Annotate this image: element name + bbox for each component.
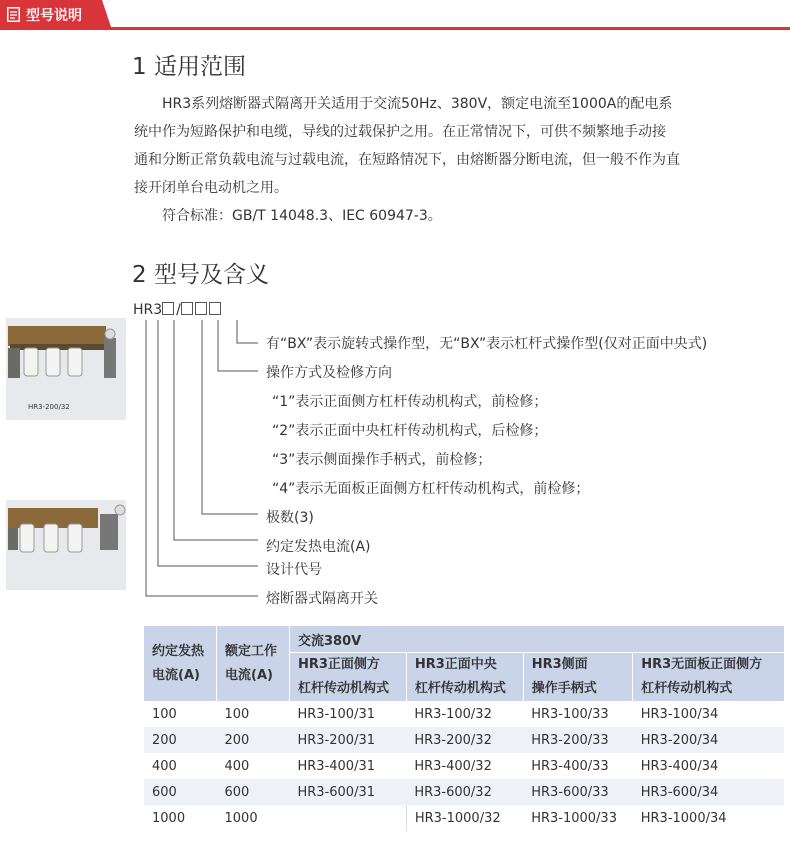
table-cell: HR3-1000/33 <box>523 805 633 831</box>
section2-heading: 2 型号及含义 <box>132 262 269 288</box>
header-text: HR3无面板正面侧方 <box>641 657 763 672</box>
model-code <box>133 302 223 318</box>
model-table <box>144 626 784 831</box>
table-cell: 1000 <box>144 805 217 831</box>
table-cell: HR3-1000/32 <box>406 805 523 831</box>
table-cell <box>290 805 407 831</box>
table-cell: 100 <box>144 701 217 727</box>
table-cell: 600 <box>144 779 217 805</box>
table-cell: 400 <box>144 753 217 779</box>
table-row <box>144 805 784 831</box>
code-sep: / <box>176 302 181 318</box>
legend-operation: 操作方式及检修方向 <box>266 365 392 381</box>
legend-type: 熔断器式隔离开关 <box>266 591 378 607</box>
header-text: 约定发热 <box>152 643 205 659</box>
standard-line: 符合标准：GB/T 14048.3、IEC 60947-3。 <box>162 208 442 224</box>
table-cell: 600 <box>217 779 290 805</box>
subheader-cell <box>406 653 523 702</box>
table-cell: HR3-600/32 <box>406 779 523 805</box>
legend-op2: “2”表示正面中央杠杆传动机构式，后检修； <box>272 423 548 439</box>
para-line: 通和分断正常负载电流与过载电流，在短路情况下，由熔断器分断电流，但一般不作为直 <box>134 152 680 168</box>
table-cell: HR3-600/31 <box>290 779 407 805</box>
header-text: 杠杆传动机构式 <box>414 681 506 696</box>
table-cell: 200 <box>144 727 217 753</box>
subheader-cell <box>523 653 633 702</box>
code-prefix: HR3 <box>133 302 163 318</box>
header-text: 电流(A) <box>225 667 273 683</box>
code-box <box>162 302 174 315</box>
table-cell: HR3-600/34 <box>633 779 784 805</box>
legend-bx: 有“BX”表示旋转式操作型，无“BX”表示杠杆式操作型(仅对正面中央式) <box>266 336 708 352</box>
document-icon <box>7 7 20 22</box>
table-cell: HR3-100/32 <box>406 701 523 727</box>
table-cell: HR3-400/33 <box>523 753 633 779</box>
photo-caption: HR3-200/32 <box>28 403 70 411</box>
table-cell: HR3-200/31 <box>290 727 407 753</box>
table-cell: HR3-100/34 <box>633 701 784 727</box>
table-cell: HR3-200/33 <box>523 727 633 753</box>
code-box <box>181 302 193 315</box>
table-header-row <box>144 626 784 653</box>
table-row <box>144 727 784 753</box>
table-cell: HR3-100/31 <box>290 701 407 727</box>
header-cell <box>144 626 217 701</box>
code-box <box>209 302 221 315</box>
legend-current: 约定发热电流(A) <box>266 539 371 555</box>
para-line: 统中作为短路保护和电缆，导线的过载保护之用。在正常情况下，可供不频繁地手动接 <box>134 124 666 140</box>
legend-op1: “1”表示正面侧方杠杆传动机构式，前检修； <box>272 394 548 410</box>
para-line: 接开闭单台电动机之用。 <box>134 180 288 196</box>
section1-body <box>134 90 784 230</box>
table-cell: 200 <box>217 727 290 753</box>
table-cell: 400 <box>217 753 290 779</box>
header-text: 操作手柄式 <box>531 681 597 696</box>
table-cell: HR3-100/33 <box>523 701 633 727</box>
table-cell: 100 <box>217 701 290 727</box>
header-cell <box>217 626 290 701</box>
subheader-cell <box>290 653 407 702</box>
table-cell: HR3-400/32 <box>406 753 523 779</box>
header-text: 杠杆传动机构式 <box>641 681 733 696</box>
para-line: HR3系列熔断器式隔离开关适用于交流50Hz、380V，额定电流至1000A的配电系 <box>162 96 673 112</box>
legend-poles: 极数(3) <box>266 510 314 526</box>
header-text: 杠杆传动机构式 <box>298 681 390 696</box>
table-cell: HR3-400/34 <box>633 753 784 779</box>
header-text: HR3侧面 <box>531 657 588 672</box>
table-cell: 1000 <box>217 805 290 831</box>
table-cell: HR3-200/32 <box>406 727 523 753</box>
header-text: 额定工作 <box>225 643 278 659</box>
header-group: 交流380V <box>290 626 785 653</box>
table-row <box>144 779 784 805</box>
subheader-cell <box>633 653 784 702</box>
table-cell: HR3-600/33 <box>523 779 633 805</box>
table-cell: HR3-1000/34 <box>633 805 784 831</box>
banner-underline <box>0 27 790 30</box>
section1-heading: 1 适用范围 <box>132 54 246 80</box>
legend-op4: “4”表示无面板正面侧方杠杆传动机构式，前检修； <box>272 481 590 497</box>
table-cell: HR3-200/34 <box>633 727 784 753</box>
legend-op3: “3”表示侧面操作手柄式，前检修； <box>272 452 492 468</box>
table-cell: HR3-400/31 <box>290 753 407 779</box>
header-text: 电流(A) <box>152 667 200 683</box>
header-text: HR3正面中央 <box>414 657 497 672</box>
banner-title: 型号说明 <box>26 8 82 24</box>
code-box <box>195 302 207 315</box>
header-text: HR3正面侧方 <box>298 657 380 672</box>
section-banner <box>0 0 790 30</box>
legend-design: 设计代号 <box>266 562 322 578</box>
table-row <box>144 753 784 779</box>
table-row <box>144 701 784 727</box>
product-photo-2 <box>6 500 126 590</box>
